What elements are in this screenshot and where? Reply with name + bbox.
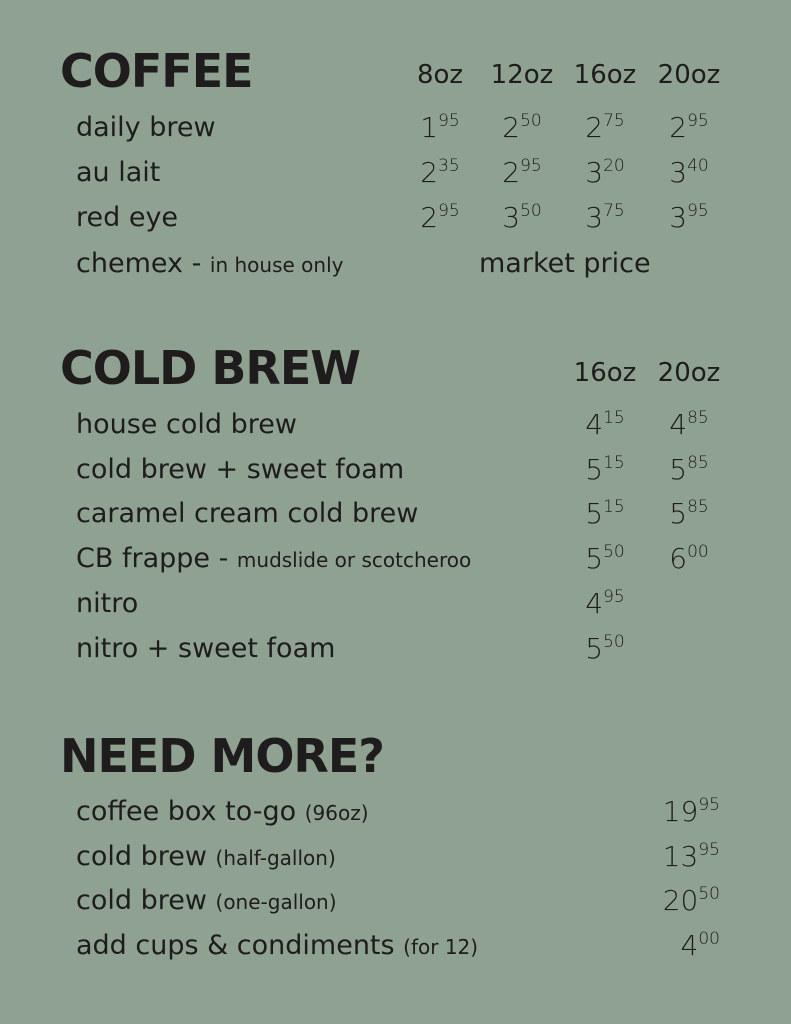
price-cents: 00 [687, 542, 709, 563]
item-name: add cups & condiments [76, 930, 404, 962]
item-name: cold brew + sweet foam [76, 453, 405, 485]
price-cents: 75 [603, 201, 625, 221]
price-dollars: 5 [669, 497, 688, 531]
price-dollars: 2 [502, 156, 521, 189]
price-cents: 50 [520, 201, 542, 221]
price-cents: 95 [438, 111, 460, 131]
item-note: (half-gallon) [215, 845, 336, 870]
price [680, 929, 720, 963]
menu-item [76, 411, 297, 438]
price-dollars: 5 [585, 452, 604, 486]
price-cents: 85 [687, 408, 709, 428]
price-dollars: 19 [662, 795, 699, 828]
price [669, 497, 709, 531]
price-dollars: 2 [502, 111, 521, 144]
price-cents: 75 [603, 111, 625, 131]
item-note: (for 12) [403, 935, 479, 960]
menu-item [76, 632, 336, 664]
market-price: market price [479, 248, 651, 279]
price [585, 201, 625, 234]
item-name: cold brew [76, 840, 216, 872]
price [502, 111, 542, 144]
price-cents: 95 [438, 201, 460, 221]
item-name: cold brew [76, 885, 216, 917]
price-cents: 15 [603, 408, 625, 428]
price [669, 408, 709, 441]
price [669, 542, 709, 576]
price-dollars: 1 [420, 111, 439, 144]
price-cents: 15 [603, 452, 625, 473]
price [420, 111, 460, 144]
price [585, 111, 625, 144]
need-more-heading: NEED MORE? [60, 729, 384, 783]
price-cents: 95 [698, 839, 720, 860]
item-name: nitro [76, 587, 139, 619]
price-cents: 95 [603, 586, 625, 607]
price [502, 156, 542, 189]
item-name: coffee box to-go [76, 796, 305, 827]
price-dollars: 5 [585, 542, 604, 576]
price [420, 201, 460, 234]
price-cents: 50 [698, 884, 720, 905]
size-header: 20oz [657, 60, 721, 90]
price [669, 201, 709, 234]
menu-item [76, 840, 336, 872]
menu-item [76, 885, 337, 917]
item-note: mudslide or scotcheroo [236, 548, 472, 573]
price-dollars: 4 [669, 408, 688, 441]
price-cents: 95 [520, 156, 542, 176]
price [669, 452, 709, 486]
item-name: caramel cream cold brew [76, 498, 419, 530]
price [585, 497, 625, 531]
price [669, 156, 709, 189]
item-name: CB frappe - [76, 543, 237, 575]
size-header: 8oz [416, 60, 464, 90]
price-dollars: 6 [669, 542, 688, 576]
price-cents: 15 [603, 497, 625, 518]
price-cents: 95 [698, 795, 720, 815]
item-note: in house only [209, 253, 344, 277]
price-dollars: 3 [585, 201, 604, 234]
price [502, 201, 542, 234]
price-dollars: 5 [585, 497, 604, 531]
size-header: 16oz [573, 358, 637, 388]
item-name: house cold brew [76, 409, 297, 440]
price-dollars: 3 [585, 156, 604, 189]
item-name: au lait [76, 157, 161, 188]
price-dollars: 3 [669, 201, 688, 234]
price-cents: 85 [687, 497, 709, 518]
menu-item [76, 159, 160, 186]
cold-brew-heading: COLD BREW [60, 341, 361, 395]
menu-item [76, 453, 405, 485]
price-cents: 40 [687, 156, 709, 176]
item-name: daily brew [76, 112, 216, 143]
price-dollars: 2 [585, 111, 604, 144]
menu-item [76, 587, 139, 619]
price [662, 884, 720, 918]
price [662, 839, 720, 873]
price-cents: 00 [698, 929, 720, 950]
price-dollars: 3 [502, 201, 521, 234]
item-name: chemex - [76, 248, 210, 279]
price-dollars: 4 [585, 408, 604, 441]
price-cents: 35 [438, 156, 460, 176]
price [585, 408, 625, 441]
price [585, 156, 625, 189]
coffee-heading: COFFEE [60, 44, 253, 98]
size-header: 12oz [490, 60, 554, 90]
size-header: 20oz [657, 358, 721, 388]
menu-item [76, 543, 472, 575]
price-dollars: 3 [669, 156, 688, 189]
price-dollars: 13 [662, 839, 699, 873]
menu-item [76, 204, 178, 231]
price-dollars: 2 [669, 111, 688, 144]
price-cents: 20 [603, 156, 625, 176]
price [662, 795, 720, 828]
price [585, 586, 625, 620]
item-name: nitro + sweet foam [76, 632, 336, 664]
price-cents: 50 [520, 111, 542, 131]
price [420, 156, 460, 189]
price-dollars: 2 [420, 156, 439, 189]
price-dollars: 4 [585, 586, 604, 620]
menu-item [76, 930, 479, 962]
price [585, 452, 625, 486]
menu-item-chemex [76, 250, 343, 277]
price-dollars: 5 [585, 631, 604, 665]
item-name: red eye [76, 202, 179, 233]
price-dollars: 2 [420, 201, 439, 234]
item-note: (one-gallon) [215, 890, 337, 915]
price [585, 542, 625, 576]
price-dollars: 5 [669, 452, 688, 486]
price [585, 631, 625, 665]
size-header: 16oz [573, 60, 637, 90]
price-dollars: 4 [680, 929, 699, 963]
item-note: (96oz) [304, 801, 369, 825]
price-cents: 50 [603, 631, 625, 652]
price [669, 111, 709, 144]
price-cents: 85 [687, 452, 709, 473]
menu-item [76, 498, 419, 530]
menu-item [76, 114, 216, 141]
price-cents: 50 [603, 542, 625, 563]
price-dollars: 20 [662, 884, 699, 918]
menu-item [76, 798, 369, 825]
price-cents: 95 [687, 201, 709, 221]
price-cents: 95 [687, 111, 709, 131]
